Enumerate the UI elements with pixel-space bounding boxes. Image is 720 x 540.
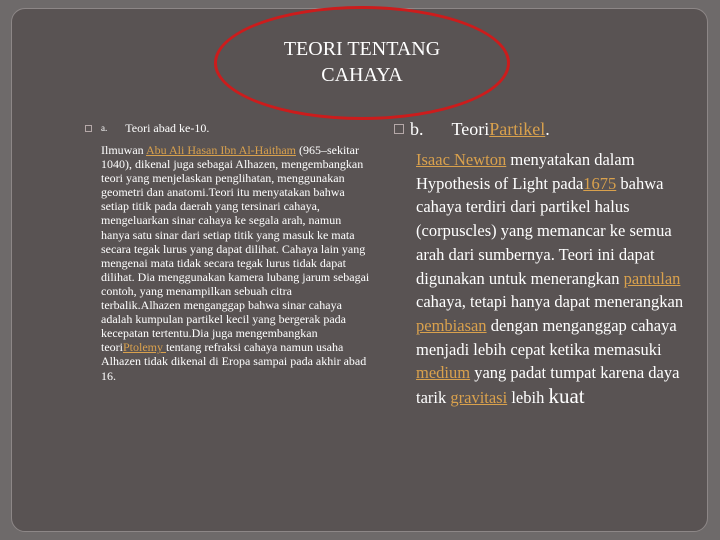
link-gravitasi[interactable]: gravitasi xyxy=(450,388,508,408)
left-text-post: tentang refraksi cahaya namun usaha Alhazen tidak dikenal di Eropa sampai pada akhir abad 16. xyxy=(101,340,367,383)
right-heading-post: . xyxy=(545,119,550,139)
square-bullet-icon xyxy=(85,125,92,132)
right-text-kuat: kuat xyxy=(548,384,585,409)
left-column xyxy=(85,120,370,383)
right-heading-pre: Teori xyxy=(451,119,490,139)
left-text-pre: Ilmuwan xyxy=(101,143,146,157)
right-text-1: menyatakan dalam Hypothesis of Light pada xyxy=(416,150,635,193)
link-pantulan[interactable]: pantulan xyxy=(623,268,681,288)
left-body-text xyxy=(101,143,371,383)
left-heading xyxy=(85,120,365,136)
right-text-4: dengan menganggap cahaya menjadi lebih cepat ketika memasuki xyxy=(416,315,677,359)
slide-title xyxy=(214,36,510,88)
right-text-5: yang padat tumpat karena daya tarik xyxy=(416,363,680,408)
right-text-2: bahwa cahaya terdiri dari partikel halus (corpuscles) yang memancar ke semua arah dari sumbernya. Teori ini dapat digunakan untuk menerangkan xyxy=(416,173,672,288)
link-alhaitham[interactable]: Abu Ali Hasan Ibn Al-Haitham xyxy=(146,143,296,157)
link-pembiasan[interactable]: pembiasan xyxy=(416,315,487,335)
right-body-text xyxy=(416,148,692,410)
title-line-1: TEORI TENTANG xyxy=(283,38,441,60)
square-bullet-icon xyxy=(394,124,404,134)
left-text-mid: (965–sekitar 1040), dikenal juga sebagai Alhazen, mengembangkan teori yang menjelaskan penglihatan, menggunakan geometri dan anatomi.Teori itu menyatakan bahwa setiap titik pada daerah yang tersinari cahaya, mengeluarkan sinar cahaya ke segala arah, namun hanya satu sinar dari setiap titik yang masuk ke mata secara tegak lurus yang dapat dilihat. Cahaya lain yang mengenai mata tidak secara tegak lurus tidak dapat dilihat. Dia menggunakan kamera lubang jarum sebagai contoh, yang menampilkan sebuah citra terbalik.Alhazen menganggap bahwa sinar cahaya adalah kumpulan partikel kecil yang bergerak pada kecepatan tertentu.Dia juga mengembangkan teori xyxy=(101,143,370,355)
link-medium[interactable]: medium xyxy=(416,363,471,383)
left-item-letter: a. xyxy=(101,123,108,133)
link-ptolemy[interactable]: Ptolemy xyxy=(123,340,167,355)
right-item-letter: b. xyxy=(410,119,424,139)
title-line-2: CAHAYA xyxy=(321,64,403,86)
right-text-6: lebih xyxy=(507,388,549,408)
link-1675[interactable]: 1675 xyxy=(583,173,617,193)
link-partikel[interactable]: Partikel xyxy=(489,119,546,139)
right-heading xyxy=(394,116,694,142)
link-isaac-newton[interactable]: Isaac Newton xyxy=(416,150,507,169)
right-column xyxy=(394,116,694,410)
right-text-3: cahaya, tetapi hanya dapat menerangkan xyxy=(416,292,684,312)
left-heading-text: Teori abad ke-10. xyxy=(125,121,210,135)
